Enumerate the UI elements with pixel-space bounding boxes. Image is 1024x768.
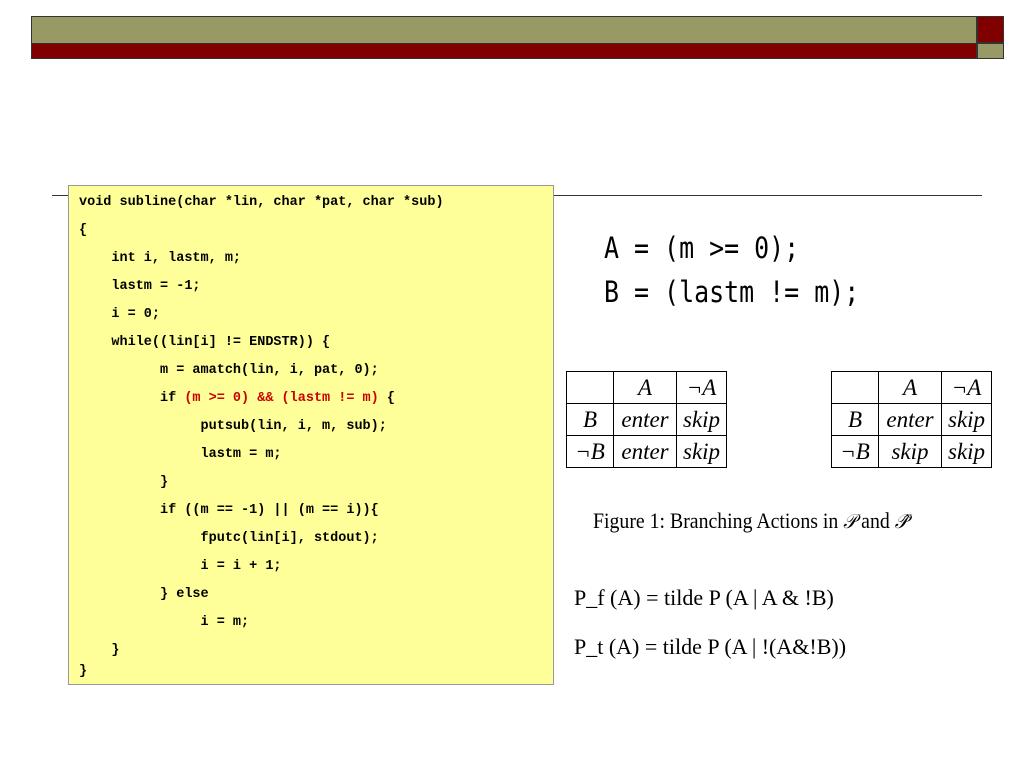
header-bar-olive (31, 16, 977, 44)
code-line: } else (79, 587, 209, 602)
table-row (832, 436, 992, 468)
highlighted-condition: (m >= 0) && (lastm != m) (184, 391, 387, 406)
caption-symbol-p-hat: 𝒫̂ (894, 509, 908, 533)
table-cell: skip (677, 404, 727, 436)
code-line: int i, lastm, m; (79, 251, 242, 266)
code-line: } (79, 664, 88, 679)
table-cell: ¬A (942, 372, 992, 404)
code-segment: if (79, 391, 185, 406)
figure-caption (593, 508, 908, 534)
definition-b: B = (lastm != m); (604, 275, 860, 309)
code-line: putsub(lin, i, m, sub); (79, 419, 387, 434)
table-header-row (832, 372, 992, 404)
truth-table-p-hat (831, 371, 992, 468)
code-line: m = amatch(lin, i, pat, 0); (79, 363, 379, 378)
header-square-maroon (977, 16, 1004, 43)
table-cell: B (567, 404, 614, 436)
code-segment: { (386, 391, 395, 406)
definition-a: A = (m >= 0); (604, 231, 800, 265)
table-cell: skip (942, 436, 992, 468)
truth-table-p (566, 371, 727, 468)
table-row (832, 404, 992, 436)
table-cell: enter (614, 404, 677, 436)
table-cell: ¬B (567, 436, 614, 468)
code-line: fputc(lin[i], stdout); (79, 531, 379, 546)
code-line: { (79, 223, 88, 238)
table-cell: skip (677, 436, 727, 468)
formula-pt: P_t (A) = tilde P (A | !(A&!B)) (574, 634, 847, 659)
condition-definitions (604, 226, 859, 314)
table-cell: ¬B (832, 436, 879, 468)
caption-symbol-p: 𝒫 (843, 509, 857, 533)
caption-text: Figure 1: Branching Actions in (593, 508, 844, 533)
code-listing (68, 185, 554, 685)
code-line: } (79, 643, 120, 658)
code-line: lastm = m; (79, 447, 282, 462)
table-cell: skip (942, 404, 992, 436)
code-line: while((lin[i] != ENDSTR)) { (79, 335, 331, 350)
table-cell: enter (614, 436, 677, 468)
table-cell: skip (879, 436, 942, 468)
table-cell: A (614, 372, 677, 404)
code-line: void subline(char *lin, char *pat, char *sub) (79, 195, 444, 210)
table-cell (567, 372, 614, 404)
code-line: i = 0; (79, 307, 161, 322)
table-cell (832, 372, 879, 404)
formula-pf: P_f (A) = tilde P (A | A & !B) (574, 585, 834, 610)
table-row (567, 404, 727, 436)
code-line: i = i + 1; (79, 559, 282, 574)
table-cell: B (832, 404, 879, 436)
table-cell: enter (879, 404, 942, 436)
code-line: } (79, 475, 169, 490)
table-header-row (567, 372, 727, 404)
table-row (567, 436, 727, 468)
table-cell: A (879, 372, 942, 404)
header-bar-maroon (31, 43, 977, 59)
code-line: i = m; (79, 615, 250, 630)
code-line: lastm = -1; (79, 279, 201, 294)
table-cell: ¬A (677, 372, 727, 404)
header-square-olive (977, 43, 1004, 59)
code-line: if ((m == -1) || (m == i)){ (79, 503, 379, 518)
caption-and: and (856, 508, 895, 533)
code-line-highlighted (79, 388, 395, 410)
